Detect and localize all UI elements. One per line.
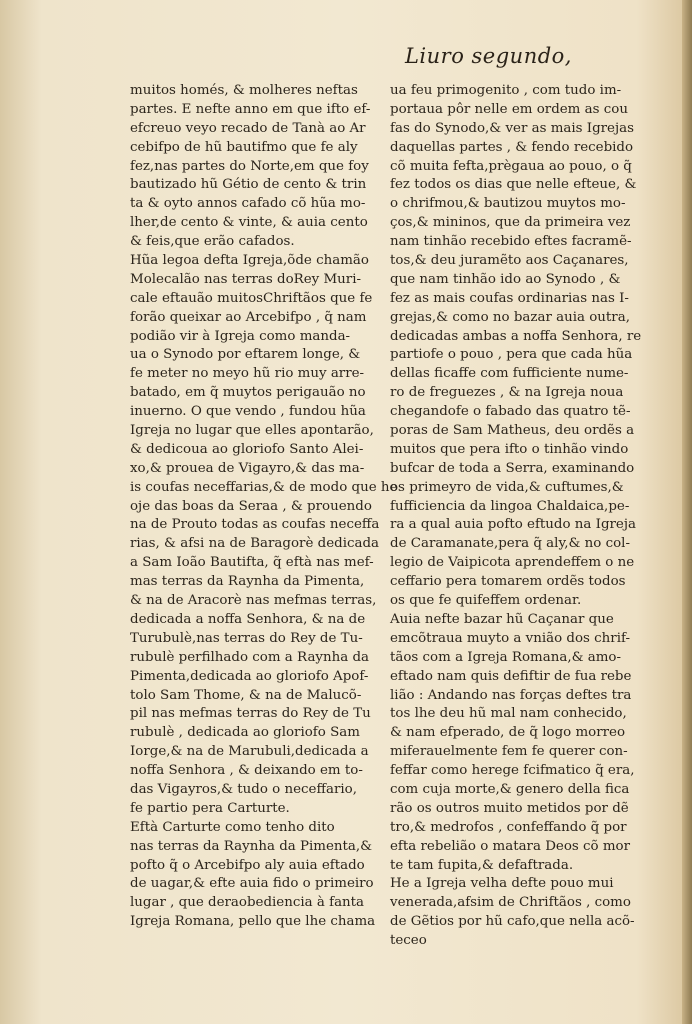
text-line: nas terras da Raynha da Pimenta,& — [130, 838, 373, 854]
text-line: ua o Synodo por eftarem longe, & — [130, 347, 361, 363]
text-line: Igreja no lugar que elles apontarão, — [130, 423, 374, 439]
text-line: nam tinhão recebido eftes facramẽ- — [390, 234, 632, 250]
text-line: de uagar,& efte auia fido o primeiro — [130, 876, 374, 892]
text-line: fez,nas partes do Norte,em que foy — [130, 158, 369, 174]
text-line: poras de Sam Matheus, deu ordẽs a — [390, 423, 635, 439]
text-line: xo,& prouea de Vigayro,& das ma- — [130, 460, 365, 476]
text-line: os primeyro de vida,& cuftumes,& — [390, 479, 624, 495]
text-line: ra a qual auia pofto eftudo na Igreja — [390, 517, 636, 533]
text-line: lião : Andando nas forças deftes tra — [390, 687, 632, 703]
text-line: cebifpo de hũ bautifmo que fe aly — [130, 139, 358, 155]
text-line: Igreja Romana, pello que lhe chama — [130, 914, 376, 930]
text-line: ro de freguezes , & na Igreja noua — [390, 385, 624, 401]
page-edge-shadow — [682, 0, 692, 1024]
text-line: cale eftauão muitosChriftãos que fe — [130, 290, 373, 306]
text-line: partiofe o pouo , pera que cada hũa — [390, 347, 633, 363]
text-line: fas do Synodo,& ver as mais Igrejas — [390, 120, 634, 136]
text-line: das Vigayros,& tudo o neceffario, — [130, 781, 357, 797]
text-line: fez todos os dias que nelle efteue, & — [390, 177, 637, 193]
text-line: mas terras da Raynha da Pimenta, — [130, 574, 365, 590]
text-line: tãos com a Igreja Romana,& amo- — [390, 649, 622, 665]
text-line: cõ muita fefta,prègaua ao pouo, o q̃ — [390, 158, 632, 174]
text-line: dellas ficaffe com fufficiente nume- — [390, 366, 629, 382]
text-line: chegandofe o fabado das quatro tẽ- — [390, 404, 631, 420]
text-line: emcõtraua muyto a vnião dos chrif- — [390, 630, 630, 646]
text-line: muitos que pera ifto o tinhão vindo — [390, 441, 629, 457]
text-line: daquellas partes , & fendo recebido — [390, 139, 634, 155]
text-line: Turubulè,nas terras do Rey de Tu- — [130, 630, 363, 646]
text-line: Iorge,& na de Marubuli,dedicada a — [130, 744, 369, 760]
text-line: & na de Aracorè nas mefmas terras, — [130, 593, 377, 609]
text-line: bufcar de toda a Serra, examinando — [390, 460, 635, 476]
text-line: dedicada a noffa Senhora, & na de — [130, 611, 366, 627]
text-line: fe partio pera Carturte. — [130, 800, 290, 816]
text-column-right — [390, 82, 642, 951]
text-line: Molecalão nas terras doRey Muri- — [130, 271, 362, 287]
text-line: de Caramanate,pera q̃ aly,& no col- — [390, 536, 630, 552]
text-line: muitos homés, & molheres neftas — [130, 83, 358, 98]
text-line: na de Prouto todas as coufas neceffa — [130, 517, 380, 533]
text-line: tos lhe deu hũ mal nam conhecido, — [390, 706, 627, 722]
text-line: ços,& mininos, que da primeira vez — [390, 215, 631, 231]
text-line: pil nas mefmas terras do Rey de Tu — [130, 706, 371, 722]
text-line: fe meter no meyo hũ rio muy arre- — [130, 366, 365, 382]
text-column-left — [130, 82, 398, 932]
text-line: inuerno. O que vendo , fundou hũa — [130, 404, 366, 420]
text-line: venerada,afsim de Chriftãos , como — [390, 895, 631, 911]
text-line: tro,& medrofos , confeffando q̃ por — [390, 819, 627, 835]
text-line: batado, em q̃ muytos perigauão no — [130, 385, 366, 401]
text-line: & nam efperado, de q̃ logo morreo — [390, 725, 626, 741]
text-line: podião vir à Igreja como manda- — [130, 328, 351, 344]
text-line: legio de Vaipicota aprendeffem o ne — [390, 555, 635, 571]
text-line: He a Igreja velha defte pouo mui — [390, 876, 614, 892]
text-line: dedicadas ambas a noffa Senhora, re — [390, 328, 642, 344]
text-line: com cuja morte,& genero della fica — [390, 781, 630, 797]
text-line: rubulè , dedicada ao gloriofo Sam — [130, 725, 360, 741]
text-line: rias, & afsi na de Baragorè dedicada — [130, 536, 380, 552]
text-line: fez as mais coufas ordinarias nas I- — [390, 290, 629, 306]
text-line: & feis,que erão cafados. — [130, 234, 295, 250]
text-line: Auia nefte bazar hũ Caçanar que — [390, 611, 614, 627]
text-line: de Gẽtios por hũ cafo,que nella acõ- — [390, 914, 635, 930]
text-line: Hũa legoa defta Igreja,õde chamão — [130, 253, 369, 269]
text-line: te tam fupita,& defaftrada. — [390, 857, 574, 873]
text-line: os que fe quifeffem ordenar. — [390, 593, 582, 609]
text-line: ceffario pera tomarem ordẽs todos — [390, 574, 626, 590]
text-line: lugar , que deraobediencia à fanta — [130, 895, 365, 911]
text-line: rubulè perfilhado com a Raynha da — [130, 649, 370, 665]
text-line: Pimenta,dedicada ao gloriofo Apof- — [130, 668, 369, 684]
text-line: teceo — [390, 933, 427, 949]
text-line: ua feu primogenito , com tudo im- — [390, 83, 622, 98]
text-line: bautizado hũ Gétio de cento & trin — [130, 177, 367, 193]
text-line: & dedicoua ao gloriofo Santo Alei- — [130, 441, 364, 457]
text-line: partes. E nefte anno em que ifto ef- — [130, 101, 371, 117]
text-line: tolo Sam Thome, & na de Malucõ- — [130, 687, 362, 703]
running-header: Liuro segundo, — [404, 44, 572, 68]
text-line: ta & oyto annos cafado cõ hũa mo- — [130, 196, 366, 212]
text-line: o chrifmou,& bautizou muytos mo- — [390, 196, 626, 212]
text-line: oje das boas da Seraa , & prouendo — [130, 498, 372, 514]
text-line: efta rebelião o matara Deos cõ mor — [390, 838, 631, 854]
text-line: rão os outros muito metidos por dẽ — [390, 800, 629, 816]
text-line: feffar como herege fcifmatico q̃ era, — [390, 763, 635, 779]
text-line: Eftà Carturte como tenho dito — [130, 819, 335, 835]
text-line: noffa Senhora , & deixando em to- — [130, 763, 363, 779]
text-line: efcreuo veyo recado de Tanà ao Ar — [130, 120, 366, 136]
text-line: miferauelmente fem fe querer con- — [390, 744, 628, 760]
text-line: eftado nam quis defiftir de fua rebe — [390, 668, 632, 684]
text-line: que nam tinhão ido ao Synodo , & — [390, 271, 621, 287]
text-line: portaua pôr nelle em ordem as cou — [390, 101, 628, 117]
text-line: grejas,& como no bazar auia outra, — [390, 309, 630, 325]
text-line: is coufas neceffarias,& de modo que he — [130, 479, 398, 495]
text-line: tos,& deu juramẽto aos Caçanares, — [390, 253, 629, 269]
text-line: forão queixar ao Arcebifpo , q̃ nam — [130, 309, 367, 325]
text-line: fufficiencia da lingoa Chaldaica,pe- — [390, 498, 630, 514]
text-line: lher,de cento & vinte, & auia cento — [130, 215, 368, 231]
text-line: pofto q̃ o Arcebifpo aly auia eftado — [130, 857, 365, 873]
text-line: a Sam Ioão Bautifta, q̃ eftà nas mef- — [130, 555, 374, 571]
